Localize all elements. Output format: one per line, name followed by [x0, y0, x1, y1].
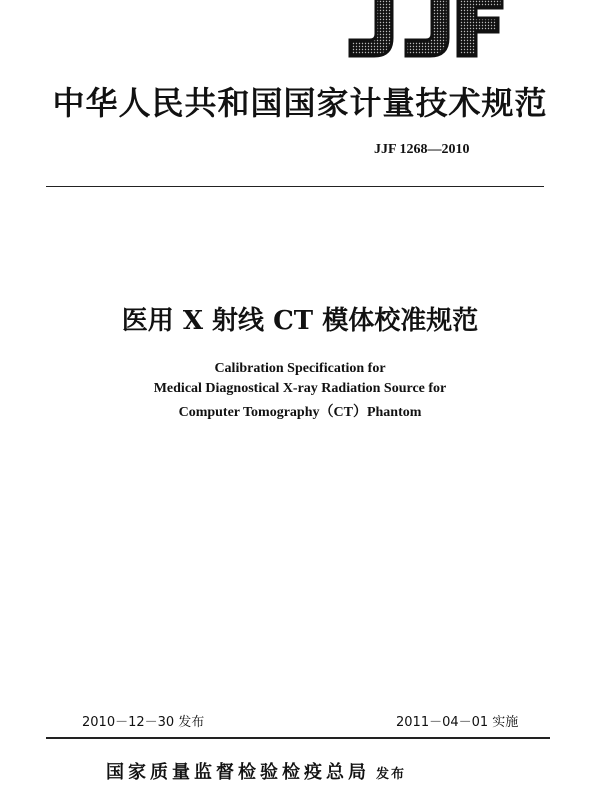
bottom-divider [46, 737, 550, 739]
publisher-suffix: 发布 [376, 767, 407, 782]
effective-date: 2011－04－01 实施 [396, 715, 519, 730]
jjf-logo-icon [340, 0, 510, 62]
jjf-logo-graphic [340, 0, 510, 62]
issue-date: 2010－12－30 发布 [82, 715, 205, 730]
chinese-title: 医用 X 射线 CT 模体校准规范 [121, 306, 479, 336]
org-title: 中华人民共和国国家计量技术规范 [52, 84, 548, 122]
publisher [106, 758, 406, 784]
top-divider [46, 186, 544, 187]
english-title-line-3: Computer Tomography（CT）Phantom [178, 405, 422, 420]
english-title-line-2: Medical Diagnostical X-ray Radiation Source for [153, 381, 447, 396]
standard-code: JJF 1268—2010 [374, 142, 470, 157]
english-title-line-1: Calibration Specification for [214, 361, 386, 376]
publisher-name: 国家质量监督检验检疫总局 [106, 762, 370, 783]
